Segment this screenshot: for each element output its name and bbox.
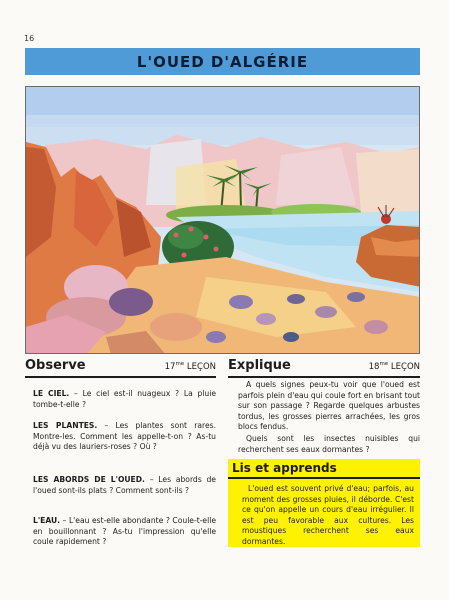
heading-rule — [228, 477, 420, 479]
item-text: – Les plantes sont rares. Montre-les. Comment les appelle-t-on ? As-tu déjà vu des lauriers-roses ? Où ? — [33, 421, 217, 451]
explique-heading: Explique — [228, 358, 291, 373]
lesson-word: LEÇON — [186, 361, 216, 372]
observe-item-banks — [33, 475, 216, 496]
lesson-word: LEÇON — [390, 361, 420, 372]
observe-item-water — [33, 516, 216, 548]
observe-item-sky — [33, 389, 216, 410]
explique-paragraph: A quels signes peux-tu voir que l'oued est parfois plein d'eau qui coule fort en brisant tout sur son passage ? Regarde quelques arbustes tordus, les grosses pierres arrachées, les gros blocs fendus. — [238, 380, 420, 431]
explique-column — [228, 358, 420, 546]
lesson-number: 17 — [164, 361, 176, 372]
observe-heading: Observe — [25, 358, 86, 373]
item-text: – Le ciel est-il nuageux ? La pluie tombe-t-elle ? — [33, 389, 216, 409]
title-band — [25, 48, 420, 75]
lesson-ordinal: me — [175, 361, 185, 367]
lis-et-apprends-box — [228, 459, 420, 547]
observe-column — [25, 358, 217, 546]
item-label: LES PLANTES. — [33, 421, 98, 430]
lesson-ordinal: me — [379, 361, 389, 367]
item-label: L'EAU. — [33, 516, 61, 525]
lis-et-apprends-heading: Lis et apprends — [232, 461, 337, 475]
item-text: – L'eau est-elle abondante ? Coule-t-elle en bouillonnant ? As-tu l'impression qu'elle coule rapidement ? — [33, 516, 216, 546]
observe-header — [25, 358, 216, 378]
explique-lesson-label — [369, 361, 420, 372]
observe-lesson-label — [165, 361, 216, 372]
lesson-number: 18 — [368, 361, 380, 372]
lis-et-apprends-text: L'oued est souvent privé d'eau; parfois, au moment des grosses pluies, il déborde. C'est ce qu'on appelle un cours d'eau irrégulier. Il est peu favorable aux cultures. Les moustiques recherchent ses eaux dormantes. — [242, 484, 414, 546]
page-number: 16 — [24, 34, 35, 43]
oued-illustration — [25, 86, 420, 354]
item-text: – Les abords de l'oued sont-ils plats ? Comment sont-ils ? — [33, 475, 216, 495]
item-label: LES ABORDS DE L'OUED. — [33, 475, 145, 484]
explique-paragraph-2: Quels sont les insectes nuisibles qui recherchent ses eaux dormantes ? — [238, 434, 420, 454]
page-title: L'OUED D'ALGÉRIE — [136, 53, 309, 71]
explique-header — [228, 358, 420, 378]
observe-item-plants — [33, 421, 216, 453]
item-label: LE CIEL. — [33, 389, 70, 398]
